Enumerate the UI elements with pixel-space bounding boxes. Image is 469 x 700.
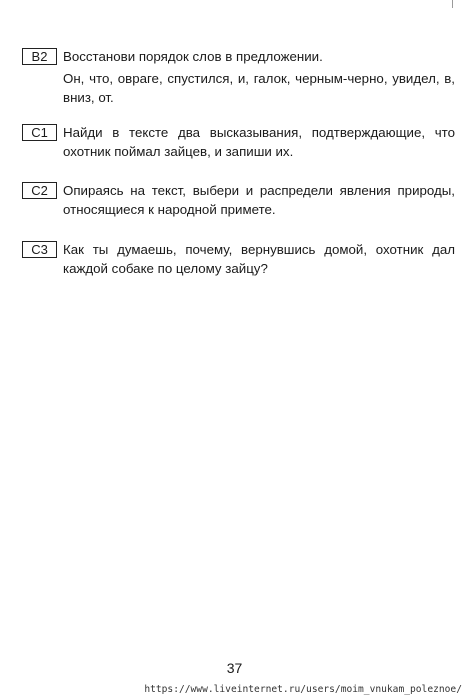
task-code-badge: C3 — [22, 241, 57, 258]
task-text — [63, 240, 455, 278]
task-question: Как ты думаешь, почему, вернувшись домой, охотник дал каждой собаке по целому зайцу? — [63, 242, 455, 276]
task-text — [63, 123, 455, 161]
task-question: Опираясь на текст, выбери и распредели явления природы, относящиеся к народной примете. — [63, 183, 455, 217]
task-word-list: Он, что, овраге, спустился, и, галок, черным-черно, увидел, в, вниз, от. — [63, 71, 455, 105]
page-number: 37 — [226, 660, 243, 676]
task-text — [63, 47, 455, 107]
task-code-badge: C2 — [22, 182, 57, 199]
task-text — [63, 181, 455, 219]
task-code-badge: B2 — [22, 48, 57, 65]
source-watermark: https://www.liveinternet.ru/users/moim_vnukam_poleznoe/ — [144, 684, 462, 695]
task-question: Найди в тексте два высказывания, подтверждающие, что охотник поймал зайцев, и запиши их. — [63, 125, 455, 159]
task-code-badge: C1 — [22, 124, 57, 141]
page-edge-mark — [452, 0, 453, 8]
task-question: Восстанови порядок слов в предложении. — [63, 49, 323, 64]
